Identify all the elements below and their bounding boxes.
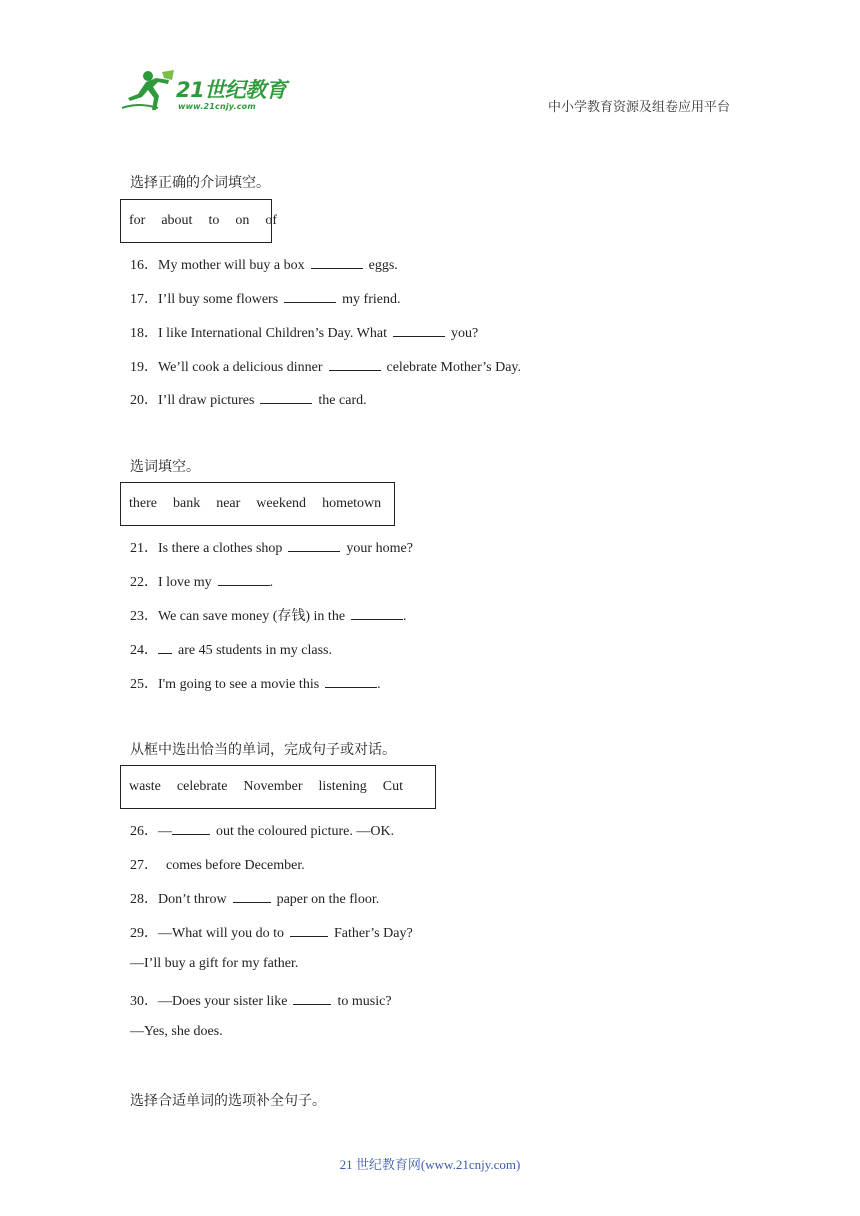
question-23 (130, 605, 407, 625)
question-16 (130, 254, 398, 274)
question-27 (130, 854, 305, 874)
word-option: weekend (256, 496, 307, 511)
header-tagline: 中小学教育资源及组卷应用平台 (547, 99, 730, 114)
question-number: 23． (130, 609, 158, 624)
answer-blank[interactable] (284, 290, 336, 303)
word-option: Cut (382, 779, 403, 794)
answer-blank[interactable] (293, 992, 331, 1005)
word-option: celebrate (176, 779, 228, 794)
answer-blank[interactable] (290, 924, 328, 937)
answer-blank[interactable] (288, 539, 340, 552)
question-text: My mother will buy a box (158, 258, 305, 273)
question-text: Don’t throw (158, 892, 227, 907)
question-29 (130, 922, 413, 942)
question-text: the card. (318, 393, 367, 408)
section-3-instruction: 从框中选出恰当的单词，完成句子或对话。 (130, 743, 396, 758)
question-26 (130, 820, 394, 840)
question-number: 30． (130, 994, 158, 1009)
question-text: —What will you do to (158, 926, 284, 941)
answer-blank[interactable] (329, 358, 381, 371)
question-text: my friend. (342, 292, 401, 307)
word-option: to (208, 213, 220, 228)
question-number: 22． (130, 575, 158, 590)
question-number: 19． (130, 360, 158, 375)
question-text: . (377, 677, 381, 692)
answer-blank[interactable] (311, 256, 363, 269)
question-text: I like International Children’s Day. What (158, 326, 387, 341)
question-number: 21． (130, 541, 158, 556)
question-text: to music? (337, 994, 392, 1009)
question-number: 16． (130, 258, 158, 273)
question-30-answer (130, 1024, 223, 1040)
question-number: 17． (130, 292, 158, 307)
question-number: 26． (130, 824, 158, 839)
question-number: 20． (130, 393, 158, 408)
question-text: I love my (158, 575, 212, 590)
page-footer: 21 世纪教育网(www.21cnjy.com) (339, 1157, 521, 1172)
word-option: hometown (322, 496, 382, 511)
question-text: comes before December. (166, 858, 305, 873)
word-option: of (265, 213, 277, 228)
runner-logo-icon (118, 68, 176, 116)
question-29-answer (130, 956, 298, 972)
answer-blank[interactable] (158, 641, 172, 654)
question-21 (130, 537, 413, 557)
question-text: paper on the floor. (276, 892, 380, 907)
site-logo (118, 66, 298, 118)
question-text: . (269, 575, 274, 590)
logo-url: www.21cnjy.com (178, 102, 256, 111)
word-option: bank (172, 496, 201, 511)
question-text: —Does your sister like (158, 994, 288, 1009)
question-number: 28． (130, 892, 158, 907)
answer-blank[interactable] (172, 822, 210, 835)
question-17 (130, 288, 400, 308)
section-1-word-box (120, 199, 277, 243)
answer-blank[interactable] (325, 675, 377, 688)
question-22 (130, 571, 273, 591)
section-2-instruction: 选词填空。 (130, 460, 200, 475)
dialogue-line: —Yes, she does. (130, 1024, 223, 1039)
word-option: there (129, 496, 157, 511)
question-number: 25． (130, 677, 158, 692)
dialogue-line: —I’ll buy a gift for my father. (130, 956, 299, 971)
question-text: I’ll buy some flowers (158, 292, 279, 307)
word-option: near (216, 496, 241, 511)
section-2-word-box (120, 482, 395, 526)
question-text: are 45 students in my class. (178, 643, 332, 658)
question-30 (130, 990, 392, 1010)
word-option: on (235, 213, 250, 228)
answer-blank[interactable] (260, 391, 312, 404)
question-28 (130, 888, 379, 908)
question-20 (130, 389, 367, 409)
word-option: for (129, 213, 146, 228)
word-option: waste (129, 779, 161, 794)
question-text: your home? (346, 541, 413, 556)
word-option: November (243, 779, 303, 794)
question-number: 29． (130, 926, 158, 941)
word-option: listening (318, 779, 367, 794)
question-18 (130, 322, 478, 342)
question-text: out the coloured picture. —OK. (216, 824, 395, 839)
word-option: about (161, 213, 193, 228)
answer-blank[interactable] (233, 890, 271, 903)
section-1-instruction: 选择正确的介词填空。 (130, 176, 270, 191)
question-text: — (158, 824, 172, 839)
question-text: Father’s Day? (334, 926, 413, 941)
question-text: We can save money (存钱) in the (158, 609, 346, 624)
question-text: We’ll cook a delicious dinner (158, 360, 323, 375)
question-text: I'm going to see a movie this (158, 677, 320, 692)
section-4-instruction: 选择合适单词的选项补全句子。 (130, 1094, 326, 1109)
question-24 (130, 639, 332, 659)
question-text: I’ll draw pictures (158, 393, 255, 408)
question-number: 24． (130, 643, 158, 658)
question-text: Is there a clothes shop (158, 541, 283, 556)
section-3-word-box (120, 765, 436, 809)
answer-blank[interactable] (218, 573, 270, 586)
question-text: you? (451, 326, 479, 341)
question-text: . (403, 609, 407, 624)
question-number: 27． (130, 858, 158, 873)
question-text: eggs. (368, 258, 398, 273)
question-text: celebrate Mother’s Day. (386, 360, 521, 375)
answer-blank[interactable] (393, 324, 445, 337)
question-25 (130, 673, 381, 693)
question-number: 18． (130, 326, 158, 341)
question-19 (130, 356, 521, 376)
logo-wordmark: 21世纪教育 (176, 78, 287, 102)
answer-blank[interactable] (351, 607, 403, 620)
